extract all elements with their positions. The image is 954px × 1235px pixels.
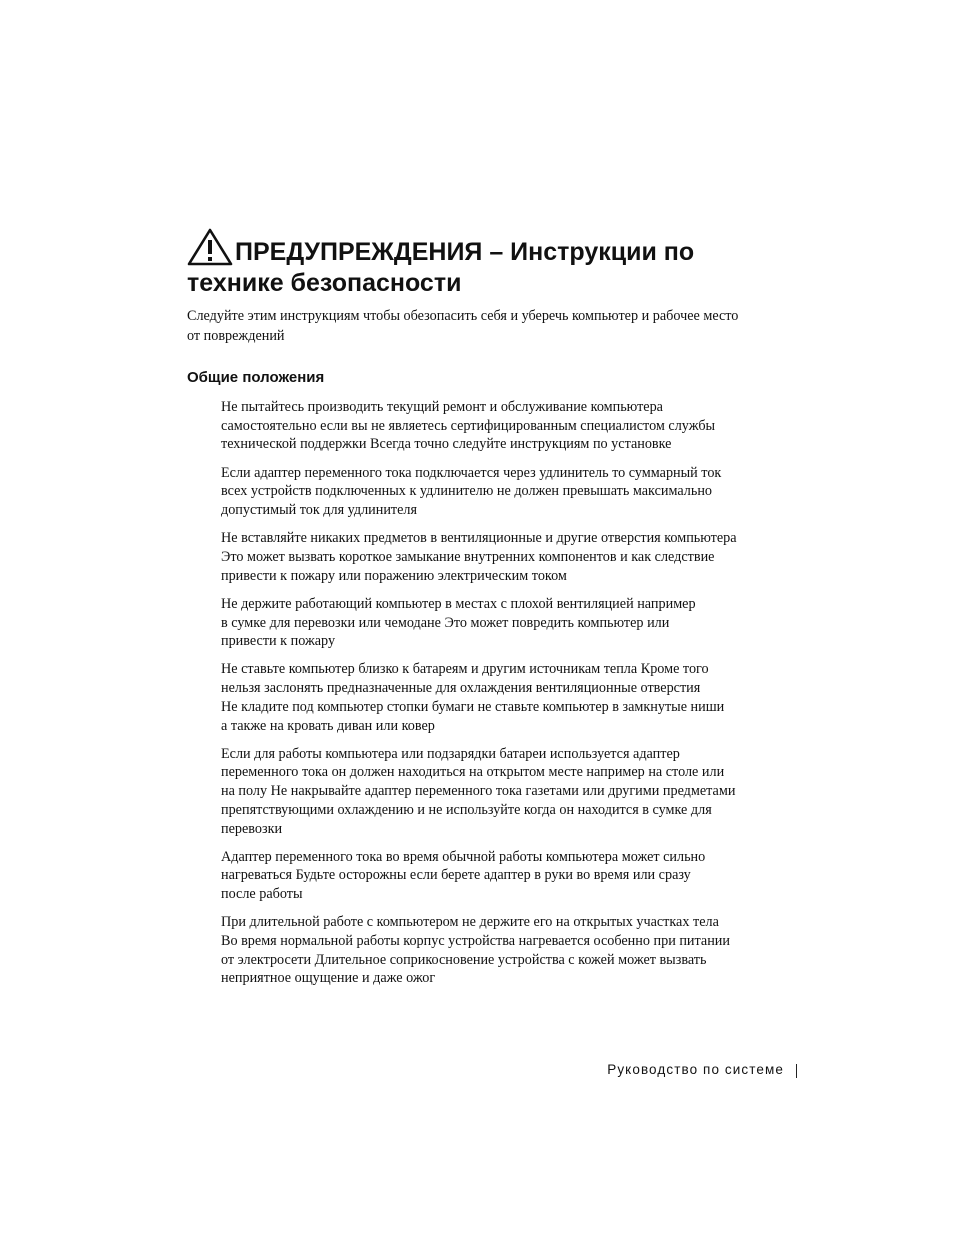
- page-title: [187, 228, 827, 299]
- instruction-line: перевозки: [221, 820, 283, 837]
- intro-line: Следуйте этим инструкциям чтобы обезопасить себя и уберечь компьютер и рабочее место: [187, 308, 739, 324]
- instruction-line: Если для работы компьютера или подзарядки батареи используется адаптер: [221, 745, 680, 762]
- instruction-line: технической поддержки Всегда точно следуйте инструкциям по установке: [221, 436, 672, 453]
- instruction-line: всех устройств подключенных к удлинителю не должен превышать максимально: [221, 483, 713, 500]
- instruction-line: Не вставляйте никаких предметов в вентиляционные и другие отверстия компьютера: [221, 530, 737, 547]
- instruction-line: в сумке для перевозки или чемодане Это может повредить компьютер или: [221, 614, 670, 631]
- instruction-item: [221, 660, 811, 735]
- instruction-line: привести к пожару: [221, 633, 336, 650]
- instruction-item: [221, 464, 811, 520]
- instruction-line: Не держите работающий компьютер в местах с плохой вентиляцией например: [221, 595, 696, 612]
- instruction-line: нельзя заслонять предназначенные для охлаждения вентиляционные отверстия: [221, 680, 701, 697]
- instruction-line: препятствующими охлаждению и не используйте когда он находится в сумке для: [221, 801, 712, 818]
- footer-divider: [796, 1064, 797, 1078]
- instruction-item: [221, 913, 811, 988]
- page-title-text-1: ПРЕДУПРЕЖДЕНИЯ – Инструкции по: [235, 238, 695, 266]
- instruction-line: самостоятельно если вы не являетесь сертифицированным специалистом службы: [221, 417, 716, 434]
- instruction-line: переменного тока он должен находиться на открытом месте например на столе или: [221, 764, 725, 781]
- instruction-line: допустимый ток для удлинителя: [221, 502, 418, 519]
- intro-paragraph: [187, 306, 807, 346]
- instruction-line: нагреваться Будьте осторожны если берете адаптер в руки во время или сразу: [221, 867, 691, 884]
- instruction-line: Это может вызвать короткое замыкание внутренних компонентов и как следствие: [221, 548, 715, 565]
- instruction-line: Если адаптер переменного тока подключается через удлинитель то суммарный ток: [221, 464, 722, 481]
- instruction-item: [221, 529, 811, 585]
- instruction-line: от электросети Длительное соприкосновение устройства с кожей может вызвать: [221, 951, 707, 968]
- instruction-line: Адаптер переменного тока во время обычной работы компьютера может сильно: [221, 848, 706, 865]
- section-title: Общие положения: [187, 369, 325, 386]
- warning-triangle-icon: [187, 228, 233, 266]
- page-title-line-2: технике безопасности: [187, 269, 462, 297]
- instruction-item: [221, 595, 811, 651]
- safety-instructions-list: [221, 398, 811, 998]
- instruction-line: При длительной работе с компьютером не держите его на открытых участках тела: [221, 914, 719, 931]
- instruction-line: на полу Не накрывайте адаптер переменного тока газетами или другими предметами: [221, 783, 736, 800]
- instruction-line: Не пытайтесь производить текущий ремонт и обслуживание компьютера: [221, 399, 663, 415]
- instruction-item: [221, 848, 811, 904]
- instruction-line: привести к пожару или поражению электрическим током: [221, 567, 567, 584]
- instruction-line: а также на кровать диван или ковер: [221, 717, 435, 734]
- instruction-line: после работы: [221, 886, 303, 903]
- instruction-item: [221, 398, 811, 454]
- page-title-line-1: [187, 228, 827, 268]
- instruction-item: [221, 745, 811, 839]
- instruction-line: Во время нормальной работы корпус устройства нагревается особенно при питании: [221, 933, 730, 950]
- page-footer-title: Руководство по системе: [607, 1062, 784, 1077]
- instruction-line: неприятное ощущение и даже ожог: [221, 970, 436, 987]
- intro-line: от повреждений: [187, 328, 285, 344]
- instruction-line: Не кладите под компьютер стопки бумаги не ставьте компьютер в замкнутые ниши: [221, 698, 725, 715]
- instruction-line: Не ставьте компьютер близко к батареям и другим источникам тепла Кроме того: [221, 661, 709, 678]
